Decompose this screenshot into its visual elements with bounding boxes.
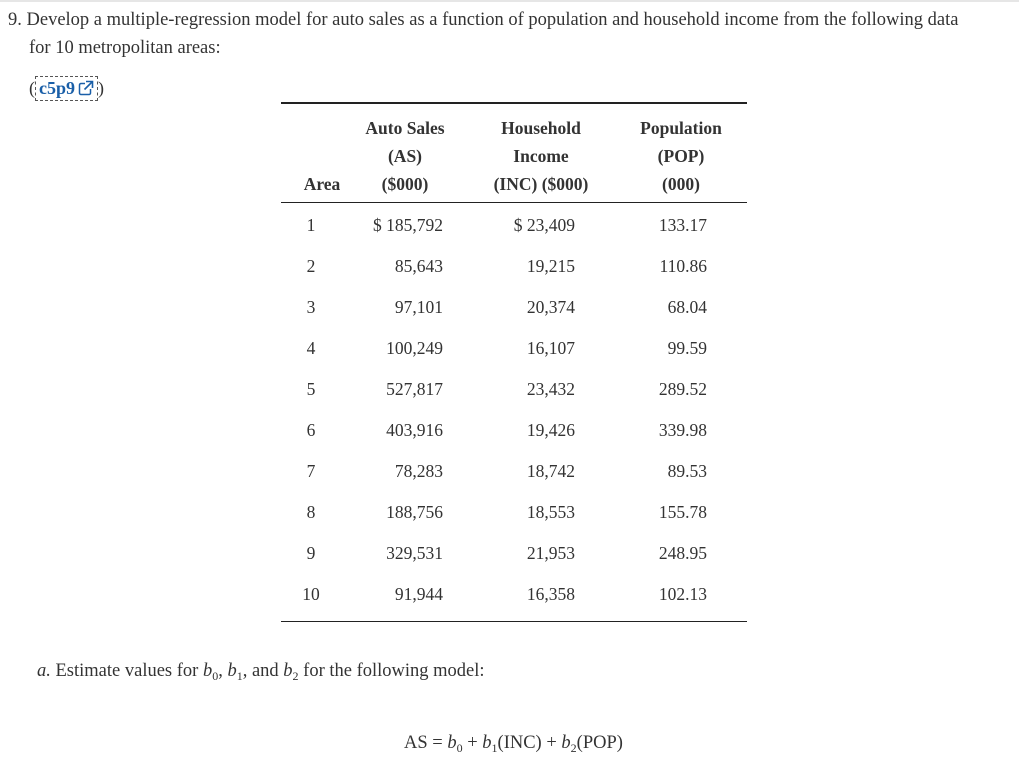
cell-auto-sales: 527,817: [386, 378, 443, 399]
table-row: [281, 533, 747, 574]
cell-area: 2: [306, 255, 316, 276]
data-file-link[interactable]: [35, 76, 98, 101]
cell-population: 339.98: [658, 419, 707, 440]
cell-area: 9: [306, 542, 316, 563]
data-file-label: c5p9: [39, 78, 75, 98]
data-table: [281, 102, 747, 622]
cell-area: 3: [306, 296, 316, 317]
cell-auto-sales: 403,916: [386, 419, 443, 440]
cell-income: 16,358: [526, 583, 575, 604]
part-a-prompt: a. Estimate values for $b_0$, $b_1$, and $b_2$ for the following model:: [37, 661, 485, 683]
cell-population: 133.17: [658, 214, 707, 235]
header-household-income: Household Income (INC) ($000): [493, 117, 589, 194]
cell-population: 248.95: [658, 542, 707, 563]
header-auto-sales: Auto Sales (AS) ($000): [365, 117, 445, 194]
cell-population: 99.59: [667, 337, 707, 358]
table-row: [281, 492, 747, 533]
cell-auto-sales: $ 185,792: [373, 214, 443, 235]
ref-close-paren: ): [98, 78, 104, 98]
cell-population: 68.04: [667, 296, 707, 317]
cell-income: 19,215: [526, 255, 575, 276]
cell-population: 289.52: [658, 378, 707, 399]
table-header: [281, 104, 747, 202]
top-divider: [0, 0, 1019, 2]
data-file-reference: [29, 76, 104, 101]
question-line-2: for 10 metropolitan areas:: [29, 38, 221, 58]
cell-area: 1: [306, 214, 316, 235]
cell-income: 18,742: [526, 460, 575, 481]
cell-income: 21,953: [526, 542, 575, 563]
table-row: [281, 451, 747, 492]
cell-area: 6: [306, 419, 316, 440]
table-row: [281, 369, 747, 410]
header-area: Area: [303, 173, 341, 194]
cell-income: 16,107: [526, 337, 575, 358]
cell-income: 20,374: [526, 296, 575, 317]
cell-population: 110.86: [659, 255, 707, 276]
header-population: Population (POP) (000): [640, 117, 722, 194]
cell-auto-sales: 91,944: [394, 583, 443, 604]
table-row: [281, 246, 747, 287]
cell-income: 23,432: [526, 378, 575, 399]
question-text: [8, 6, 1008, 62]
ref-open-paren: (: [29, 78, 35, 98]
cell-area: 8: [306, 501, 316, 522]
table-bottom-rule: [281, 621, 747, 623]
cell-population: 89.53: [667, 460, 707, 481]
cell-auto-sales: 100,249: [386, 337, 443, 358]
external-link-icon: [78, 80, 94, 96]
cell-area: 4: [306, 337, 316, 358]
table-body: [281, 203, 747, 621]
cell-area: 10: [302, 583, 320, 604]
cell-population: 155.78: [658, 501, 707, 522]
part-a-label: a.: [37, 661, 51, 681]
question-number: 9.: [8, 10, 22, 30]
cell-area: 5: [306, 378, 316, 399]
cell-auto-sales: 85,643: [394, 255, 443, 276]
regression-equation: AS = $b_0 + b_1(INC) + b_2(POP)$: [404, 733, 623, 755]
cell-income: $ 23,409: [513, 214, 575, 235]
table-row: [281, 574, 747, 615]
table-row: [281, 205, 747, 246]
cell-auto-sales: 97,101: [394, 296, 443, 317]
table-row: [281, 287, 747, 328]
table-row: [281, 410, 747, 451]
question-line-1: Develop a multiple-regression model for auto sales as a function of population and household income from the following data: [26, 10, 959, 30]
cell-area: 7: [306, 460, 316, 481]
cell-income: 19,426: [526, 419, 575, 440]
table-row: [281, 328, 747, 369]
cell-income: 18,553: [526, 501, 575, 522]
cell-auto-sales: 78,283: [394, 460, 443, 481]
cell-auto-sales: 188,756: [386, 501, 443, 522]
cell-population: 102.13: [658, 583, 707, 604]
cell-auto-sales: 329,531: [386, 542, 443, 563]
